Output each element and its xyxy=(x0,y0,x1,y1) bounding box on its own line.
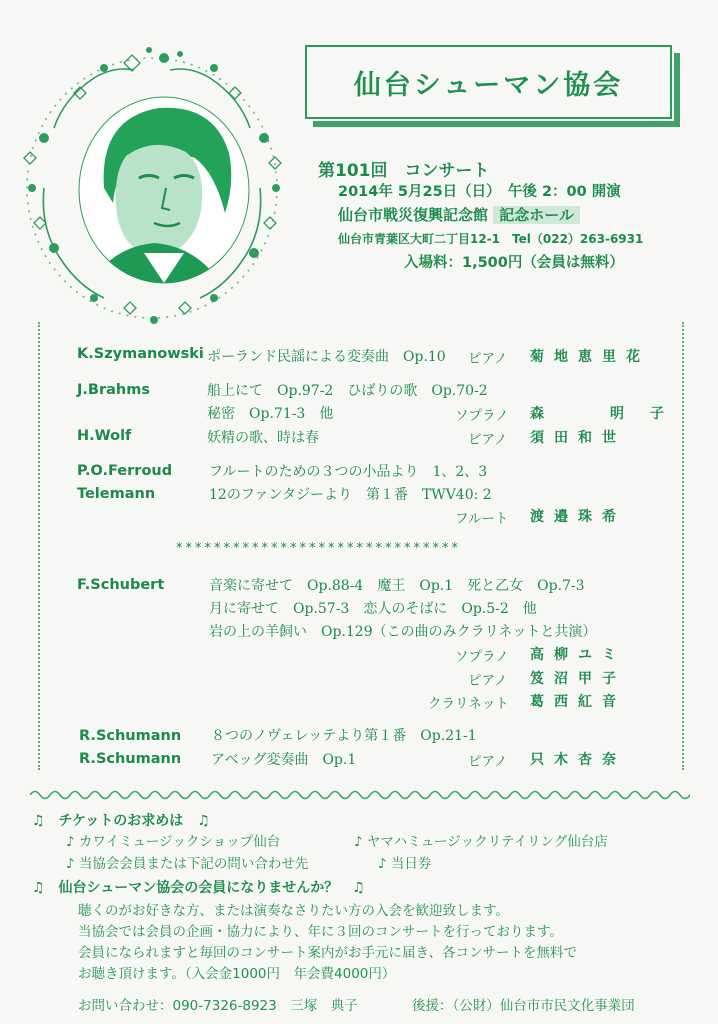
concert-number: 第101回 コンサート xyxy=(318,161,490,181)
composer: K.Szymanowski xyxy=(77,346,204,362)
concert-date: 2014年 5月25日（日） 午後 2：00 開演 xyxy=(338,184,621,200)
title-box xyxy=(305,45,672,119)
composer: R.Schumann xyxy=(79,728,182,744)
membership-line: お聴き頂けます。（入会金1000円 年会費4000円） xyxy=(78,966,396,982)
contact-info: お問い合わせ：090-7326-8923 三塚 典子 xyxy=(78,998,358,1014)
performer: 高柳ユミ xyxy=(530,647,626,663)
venue-name: 仙台市戦災復興記念館 xyxy=(338,206,489,224)
piece: ８つのノヴェレッテより第１番 Op.21-1 xyxy=(211,728,477,744)
separator: ****************************** xyxy=(176,541,461,556)
composer: F.Schubert xyxy=(77,577,165,593)
piece: 12のファンタジーより 第１番 TWV40: 2 xyxy=(209,487,492,503)
performer: 須田和世 xyxy=(530,430,626,446)
piece: 船上にて Op.97-2 ひばりの歌 Op.70-2 xyxy=(207,383,488,399)
performer: 渡邉珠希 xyxy=(530,509,626,525)
wave-divider xyxy=(30,788,690,802)
composer: R.Schumann xyxy=(79,751,182,767)
page-title: 仙台シューマン協会 xyxy=(353,69,624,101)
performer: 森 明子 xyxy=(530,406,690,422)
piece: 月に寄せて Op.57-3 恋人のそばに Op.5-2 他 xyxy=(209,601,537,617)
ticket-outlet: ♪ 当協会会員または下記の問い合わせ先 xyxy=(66,856,309,872)
membership-heading: ♫ 仙台シューマン協会の会員になりませんか？ ♫ xyxy=(32,880,365,896)
schumann-portrait xyxy=(14,38,289,328)
role: ソプラノ xyxy=(455,649,509,665)
composer: J.Brahms xyxy=(77,382,150,398)
role: ピアノ xyxy=(468,351,508,367)
role: ピアノ xyxy=(468,754,508,770)
performer: 菊地恵里花 xyxy=(530,349,650,365)
performer: 葛西紅音 xyxy=(530,694,626,710)
role: ピアノ xyxy=(468,432,508,448)
membership-line: 会員になられますと毎回のコンサート案内がお手元に届き、各コンサートを無料で xyxy=(78,945,577,961)
hall-name: 記念ホール xyxy=(493,206,580,224)
composer: H.Wolf xyxy=(77,428,132,444)
performer: 笈沼甲子 xyxy=(530,671,626,687)
piece: フルートのための３つの小品より 1、2、3 xyxy=(209,464,488,480)
piece: 岩の上の羊飼い Op.129（この曲のみクラリネットと共演） xyxy=(209,624,597,640)
membership-line: 聴くのがお好きな方、または演奏なさりたい方の入会を歓迎致します。 xyxy=(78,903,509,919)
role: フルート xyxy=(455,511,509,527)
sponsor-info: 後援：（公財）仙台市市民文化事業団 xyxy=(412,998,635,1014)
role: ソプラノ xyxy=(455,408,509,424)
piece: 妖精の歌、時は春 xyxy=(207,430,319,446)
membership-line: 当協会では会員の企画・協力により、年に３回のコンサートを行っております。 xyxy=(78,924,563,940)
concert-venue xyxy=(338,204,580,225)
composer: P.O.Ferroud xyxy=(77,463,173,479)
entry-fee: 入場料：1,500円（会員は無料） xyxy=(404,255,624,271)
tickets-heading: ♫ チケットのお求めは ♫ xyxy=(32,813,210,829)
piece: アベッグ変奏曲 Op.1 xyxy=(211,752,357,768)
piece: ポーランド民謡による変奏曲 Op.10 xyxy=(207,349,446,365)
role: ピアノ xyxy=(468,673,508,689)
ticket-outlet: ♪ カワイミュージックショップ仙台 xyxy=(66,834,281,850)
ticket-outlet: ♪ 当日券 xyxy=(378,856,432,872)
concert-address: 仙台市青葉区大町二丁目12-1 Tel（022）263-6931 xyxy=(338,232,644,246)
piece: 秘密 Op.71-3 他 xyxy=(207,406,334,422)
composer: Telemann xyxy=(77,486,156,502)
ticket-outlet: ♪ ヤマハミュージックリテイリング仙台店 xyxy=(354,834,608,850)
role: クラリネット xyxy=(428,696,509,712)
performer: 只木杏奈 xyxy=(530,752,626,768)
piece: 音楽に寄せて Op.88-4 魔王 Op.1 死と乙女 Op.7-3 xyxy=(209,578,585,594)
